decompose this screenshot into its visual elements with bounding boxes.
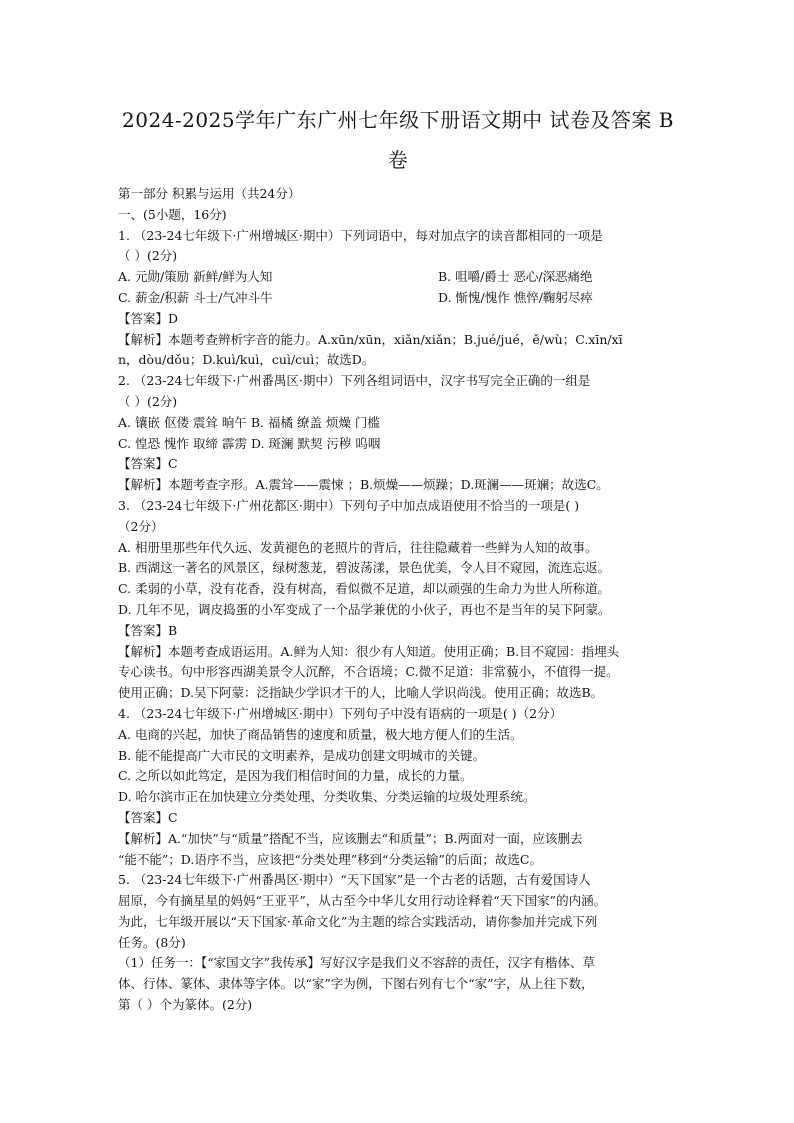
question-3 (118, 496, 678, 704)
q3-stem: 3. （23-24七年级下·广州花都区·期中）下列句子中加点成语使用不恰当的一项是( ) (118, 497, 580, 513)
q2-options-cd: C. 惶恐 愧怍 取缔 霹雳 D. 斑澜 默契 污秽 呜咽 (118, 435, 381, 451)
question-1 (118, 226, 678, 372)
q2-answer: 【答案】C (118, 456, 178, 472)
q4-analysis-2: “能不能”；D.语序不当，应该把“分类处理”移到“分类运输”的后面；故选C。 (118, 851, 542, 867)
q2-options-ab: A. 镶嵌 伛偻 震耸 晌午 B. 福橘 缭盖 烦燥 门槛 (118, 414, 380, 430)
question-5 (118, 870, 678, 1016)
question-2 (118, 371, 678, 496)
section-heading: 一、(5小题，16分) (118, 206, 227, 222)
q1-analysis-1: 【解析】本题考查辨析字音的能力。A.xūn/xūn，xiǎn/xiǎn；B.jué/jué，ě/wù；C.xīn/xī (118, 331, 623, 347)
q1-option-a: A. 元勋/策励 新鲜/鲜为人知 (118, 269, 273, 285)
q2-analysis: 【解析】本题考查字形。A.震耸——震悚 ；B.烦燥——烦躁；D.斑澜——斑斓；故选C。 (118, 477, 609, 493)
q5-task1-line-1: （1）任务一：【“家国文字”我传承】写好汉字是我们义不容辞的责任，汉字有楷体、草 (118, 955, 595, 971)
q1-option-b: B. 咀嚼/爵士 恶心/深恶痛绝 (438, 269, 593, 285)
q5-stem-4: 任务。(8分) (118, 934, 186, 950)
q5-task1-line-2: 体、行体、篆体、隶体等字体。以“家”字为例，下图右列有七个“家”字，从上往下数， (118, 976, 594, 992)
document-page (118, 100, 678, 1016)
q4-answer: 【答案】C (118, 809, 178, 825)
q3-option-a: A. 相册里那些年代久远、发黄褪色的老照片的背后，往往隐藏着一些鲜为人知的故事。 (118, 539, 598, 555)
q5-stem-3: 为此，七年级开展以“天下国家·革命文化”为主题的综合实践活动，请你参加并完成下列 (118, 913, 598, 929)
q5-stem-1: 5. （23-24七年级下·广州番禺区·期中）“天下国家”是一个古老的话题，古有爱国诗人 (118, 872, 591, 888)
q1-stem: 1. （23-24七年级下·广州增城区·期中）下列词语中，每对加点字的读音都相同的一项是 (118, 227, 603, 243)
q3-stem-cont: （2分） (118, 518, 164, 534)
title-line-2: 卷 (387, 148, 409, 172)
q3-analysis-2: 专心读书。句中形容西湖美景令人沉醉，不合语境；C.微不足道：非常藐小，不值得一提。 (118, 664, 619, 680)
question-4 (118, 704, 678, 870)
part-heading: 第一部分 积累与运用（共24分） (118, 186, 301, 201)
title-line-1: 2024-2025学年广东广州七年级下册语文期中 试卷及答案 B (122, 108, 674, 132)
q5-task1-line-3: 第（ ）个为篆体。(2分) (118, 997, 253, 1013)
q1-options-row-1 (118, 267, 678, 288)
q4-option-d: D. 哈尔滨市正在加快建立分类处理、分类收集、分类运输的垃圾处理系统。 (118, 789, 536, 805)
q3-option-c: C. 柔弱的小草，没有花香，没有树高，看似微不足道，却以顽强的生命力为世人所称道。 (118, 581, 611, 597)
q1-stem-cont: （ ）(2分) (118, 248, 178, 264)
q4-stem: 4. （23-24七年级下·广州增城区·期中）下列句子中没有语病的一项是( )（2分） (118, 705, 563, 721)
q1-options-row-2 (118, 288, 678, 309)
q3-answer: 【答案】B (118, 622, 178, 638)
q4-option-c: C. 之所以如此笃定，是因为我们相信时间的力量，成长的力量。 (118, 768, 473, 784)
q4-analysis-1: 【解析】A.“加快”与“质量”搭配不当，应该删去“和质量”；B.两面对一面，应该删去 (118, 830, 583, 846)
q5-stem-2: 屈原，今有摘星星的妈妈“王亚平”，从古至今中华儿女用行动诠释着“天下国家”的内涵。 (118, 893, 607, 909)
q4-option-b: B. 能不能提高广大市民的文明素养，是成功创建文明城市的关键。 (118, 747, 486, 763)
q3-analysis-3: 使用正确；D.吴下阿蒙：泛指缺少学识才干的人，比喻人学识尚浅。使用正确；故选B。 (118, 685, 604, 701)
q3-option-d: D. 几年不见，调皮捣蛋的小军变成了一个品学兼优的小伙子，再也不是当年的吴下阿蒙。 (118, 601, 611, 617)
document-title (118, 100, 678, 180)
part-one (118, 184, 678, 1016)
q3-option-b: B. 西湖这一著名的风景区，绿树葱茏，碧波荡漾，景色优美，令人目不窥园，流连忘返。 (118, 560, 611, 576)
q3-analysis-1: 【解析】本题考查成语运用。A.鲜为人知：很少有人知道。使用正确；B.目不窥园：指埋头 (118, 643, 620, 659)
q2-stem: 2. （23-24七年级下·广州番禺区·期中）下列各组词语中，汉字书写完全正确的一组是 (118, 373, 591, 389)
q1-option-c: C. 薪金/积薪 斗士/气冲斗牛 (118, 289, 273, 305)
q2-stem-cont: （ ）(2分) (118, 393, 178, 409)
q4-option-a: A. 电商的兴起，加快了商品销售的速度和质量，极大地方便人们的生活。 (118, 726, 523, 742)
q1-option-d: D. 惭愧/愧作 憔悴/鞠躬尽瘁 (438, 289, 593, 305)
q1-answer: 【答案】D (118, 310, 179, 326)
q1-analysis-2: n，dòu/dǒu；D.kuì/kuì，cuì/cuì；故选D。 (118, 352, 375, 368)
